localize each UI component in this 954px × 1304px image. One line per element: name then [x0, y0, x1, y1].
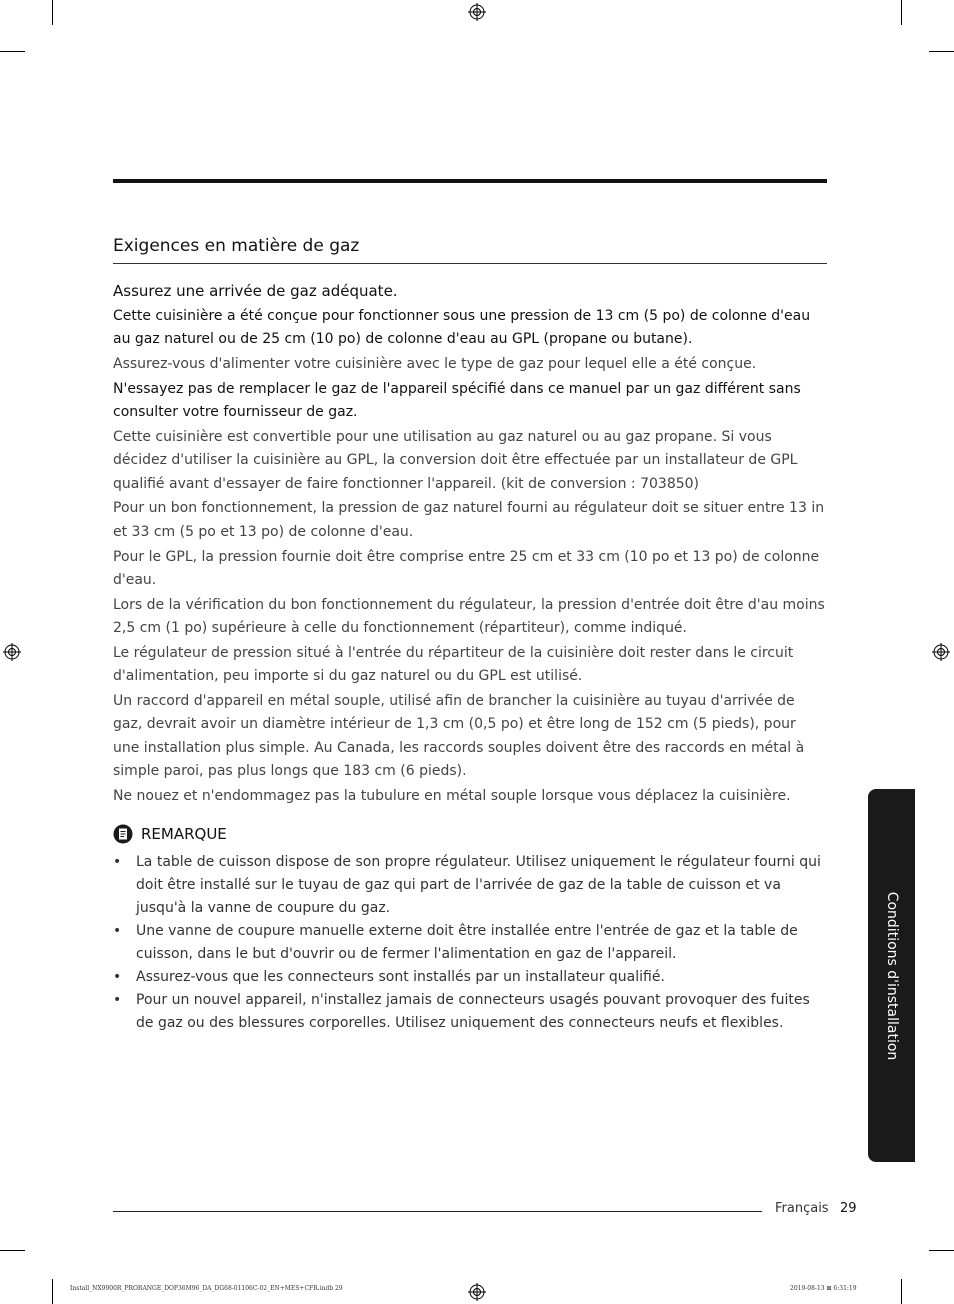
registration-mark-icon [932, 643, 950, 661]
crop-mark [929, 51, 954, 52]
crop-mark [901, 1279, 902, 1304]
footer-rule [113, 1211, 762, 1212]
crop-mark [52, 0, 53, 25]
print-slug-timestamp: 2019-08-13 ⊠ 6:31:19 [790, 1285, 857, 1292]
registration-mark-icon [3, 643, 21, 661]
crop-mark [52, 1279, 53, 1304]
paragraph: Pour le GPL, la pression fournie doit être comprise entre 25 cm et 33 cm (10 po et 13 po) de colonne d'eau. [113, 548, 820, 588]
note-item: • La table de cuisson dispose de son propre régulateur. Utilisez uniquement le régulateur fourni qui doit être installé sur le tuyau de gaz qui part de l'arrivée de gaz de la table de cuisson et va jusqu'à la vanne de coupure du gaz. [113, 851, 825, 920]
chapter-tab [868, 789, 915, 1162]
paragraph: Cette cuisinière a été conçue pour fonctionner sous une pression de 13 cm (5 po) de colonne d'eau au gaz naturel ou de 25 cm (10 po) de colonne d'eau au GPL (propane ou butane). [113, 308, 811, 348]
subheading: Assurez une arrivée de gaz adéquate. [113, 282, 398, 300]
registration-mark-icon [468, 3, 486, 21]
paragraph: Ne nouez et n'endommagez pas la tubulure en métal souple lorsque vous déplacez la cuisinière. [113, 787, 791, 804]
paragraph: Lors de la vérification du bon fonctionnement du régulateur, la pression d'entrée doit être d'au moins 2,5 cm (1 po) supérieure à celle du fonctionnement (répartiteur), comme indiqué. [113, 596, 825, 637]
top-rule [113, 179, 827, 183]
main-content [113, 281, 825, 1035]
crop-mark [929, 1250, 954, 1251]
print-slug-file: Install_NX9900R_PRORANGE_DOP36M96_DA_DG68-01106C-02_EN+MES+CFR.indb 29 [70, 1285, 343, 1292]
crop-mark [901, 0, 902, 25]
footer-language: Français [775, 1201, 829, 1216]
note-item: • Assurez-vous que les connecteurs sont installés par un installateur qualifié. [113, 966, 825, 989]
note-icon [113, 824, 133, 844]
paragraph: Cette cuisinière est convertible pour une utilisation au gaz naturel ou au gaz propane. Si vous décidez d'utiliser la cuisinière au GPL, la conversion doit être effectuée par un installateur de GPL qualifié avant d'essayer de faire fonctionner l'appareil. (kit de conversion : 703850) [113, 428, 798, 492]
note-item: • Pour un nouvel appareil, n'installez jamais de connecteurs usagés pouvant provoquer des fuites de gaz ou des blessures corporelles. Utilisez uniquement des connecteurs neufs et flexibles. [113, 989, 825, 1035]
paragraph: Pour un bon fonctionnement, la pression de gaz naturel fourni au régulateur doit se situer entre 13 in et 33 cm (5 po et 13 po) de colonne d'eau. [113, 500, 825, 540]
chapter-tab-label: Conditions d'installation [883, 891, 900, 1060]
paragraph: Assurez-vous d'alimenter votre cuisinière avec le type de gaz pour lequel elle a été conçue. [113, 356, 757, 373]
page-number: 29 [840, 1201, 857, 1216]
note-item: • Une vanne de coupure manuelle externe doit être installée entre l'entrée de gaz et la table de cuisson, dans le but d'ouvrir ou de fermer l'alimentation en gaz de l'appareil. [113, 920, 825, 966]
paragraph: Le régulateur de pression situé à l'entrée du répartiteur de la cuisinière doit rester dans le circuit d'alimentation, peu importe si du gaz naturel ou du GPL est utilisé. [113, 644, 794, 685]
paragraph: Un raccord d'appareil en métal souple, utilisé afin de brancher la cuisinière au tuyau d'arrivée de gaz, devrait avoir un diamètre intérieur de 1,3 cm (0,5 po) et être long de 152 cm (5 pieds), pour une installation plus simple. Au Canada, les raccords souples doivent être des raccords en métal à simple paroi, pas plus longs que 183 cm (6 pieds). [113, 692, 805, 780]
section-title: Exigences en matière de gaz [113, 236, 827, 264]
registration-mark-icon [468, 1283, 486, 1301]
crop-mark [0, 1250, 25, 1251]
note-label: REMARQUE [141, 825, 227, 844]
note-header [113, 824, 825, 844]
crop-mark [0, 51, 25, 52]
note-list [113, 851, 825, 1035]
paragraph: N'essayez pas de remplacer le gaz de l'appareil spécifié dans ce manuel par un gaz différent sans consulter votre fournisseur de gaz. [113, 380, 801, 421]
